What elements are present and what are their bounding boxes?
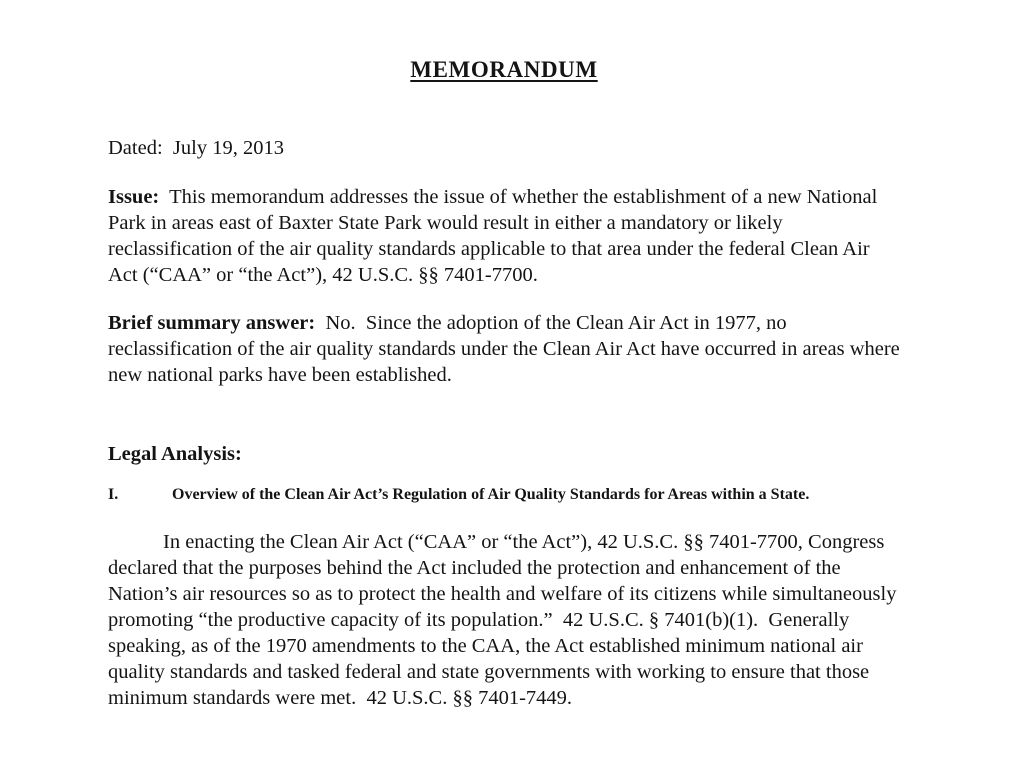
summary-paragraph [108,310,905,388]
memo-title-text: MEMORANDUM [410,57,598,82]
issue-paragraph [108,184,900,288]
dated-line [108,135,900,161]
summary-label: Brief summary answer: [108,312,316,334]
memo-title [108,57,900,83]
issue-text: This memorandum addresses the issue of whether the establishment of a new National Park in areas east of Baxter State Park would result in either a mandatory or likely reclassification of the air quality standards applicable to that area under the federal Clean Air Act (“CAA” or “the Act”), 42 U.S.C. §§ 7401-7700. [108,186,883,286]
legal-analysis-heading: Legal Analysis: [108,443,242,465]
section-1-title: Overview of the Clean Air Act’s Regulation of Air Quality Standards for Areas within a State. [172,486,810,503]
memo-content [108,0,905,711]
section-1-number: I. [108,486,119,503]
dated-label: Dated: [108,137,163,159]
summary-text: No. Since the adoption of the Clean Air Act in 1977, no reclassification of the air quality standards under the Clean Air Act have occurred in areas where new national parks have been established. [108,312,905,386]
section-1-heading [108,486,900,504]
dated-value: July 19, 2013 [162,137,284,159]
issue-label: Issue: [108,186,160,208]
body-paragraph-1: In enacting the Clean Air Act (“CAA” or “the Act”), 42 U.S.C. §§ 7401-7700, Congress declared that the purposes behind the Act included the protection and enhancement of the Nation’s air resources so as to protect the health and welfare of its citizens while simultaneously promoting “the productive capacity of its population.” 42 U.S.C. § 7401(b)(1). Generally speaking, as of the 1970 amendments to the CAA, the Act established minimum national air quality standards and tasked federal and state governments with working to ensure that those minimum standards were met. 42 U.S.C. §§ 7401-7449. [108,531,902,709]
